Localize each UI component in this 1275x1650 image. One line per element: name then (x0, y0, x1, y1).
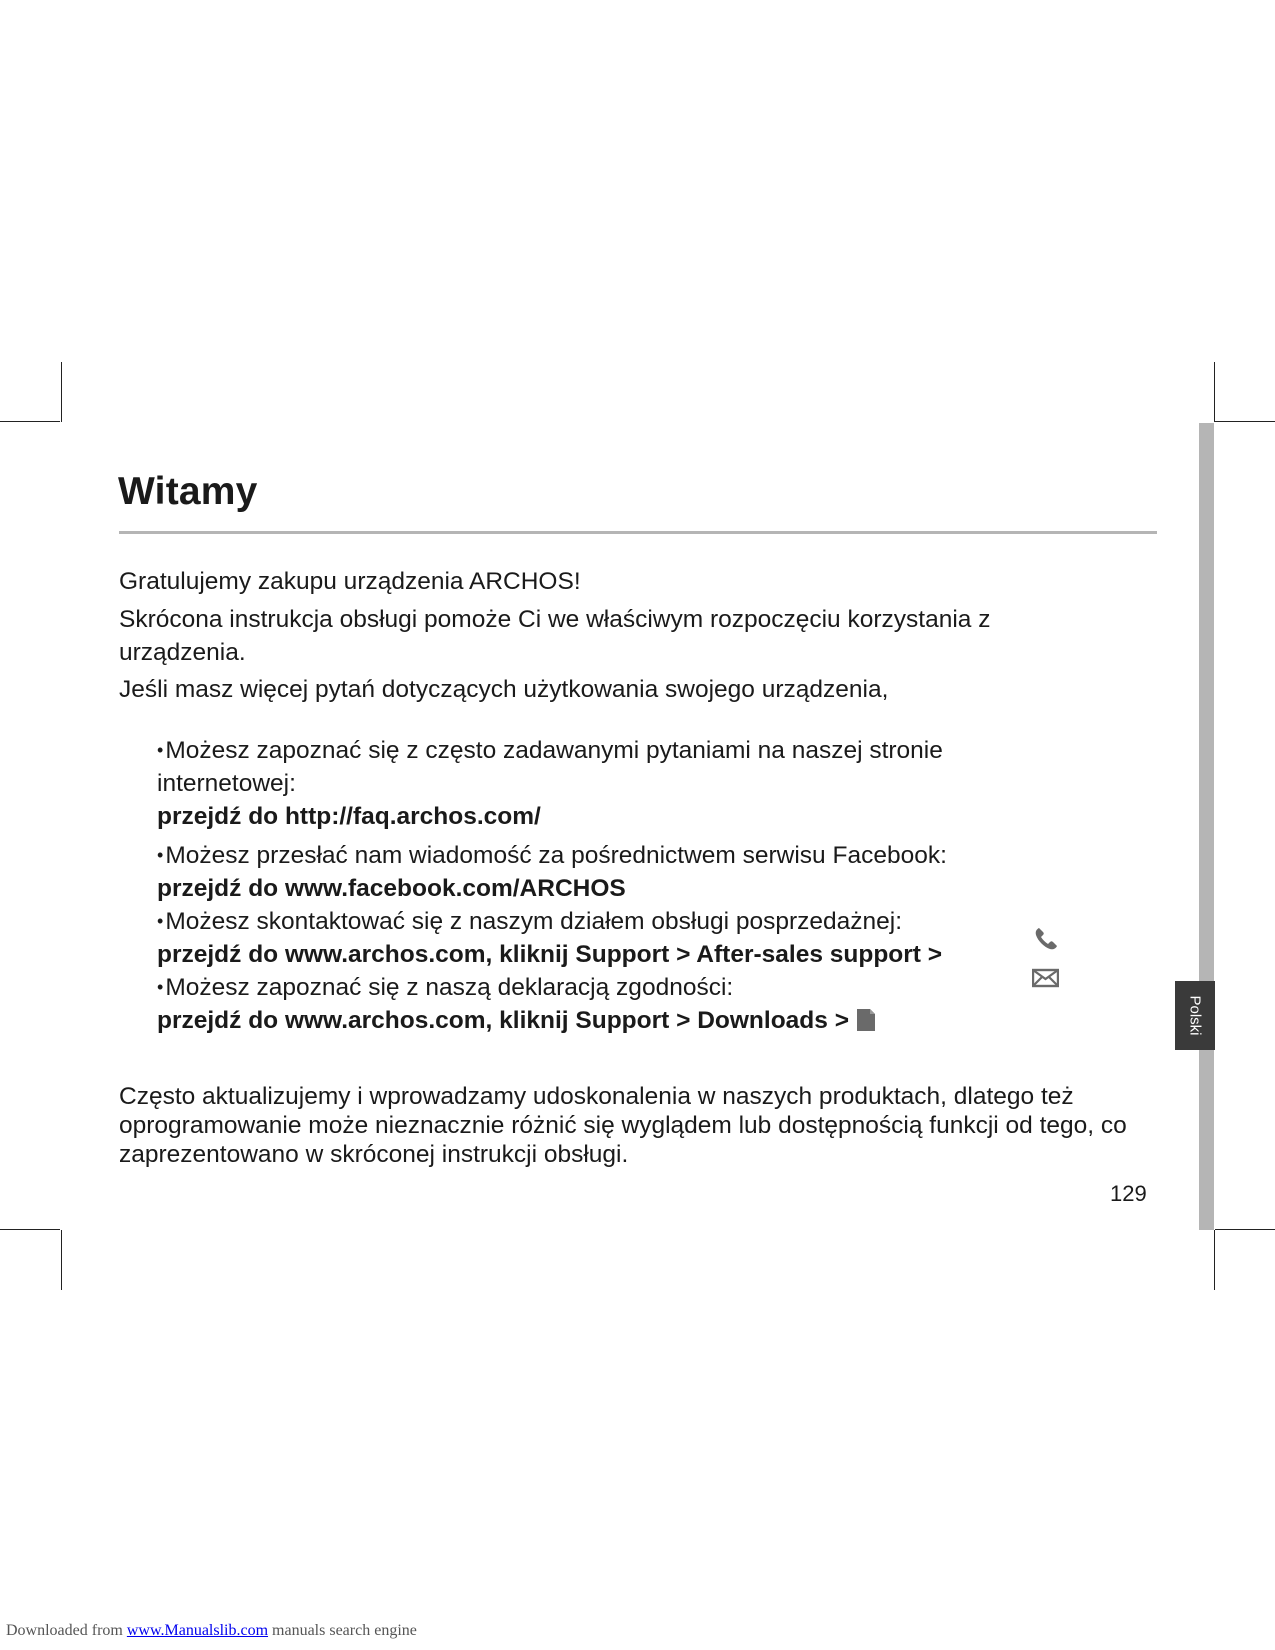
after-sales-link[interactable]: przejdź do www.archos.com, kliknij Support > After-sales support > (157, 941, 943, 968)
bullet-dot: • (157, 911, 164, 931)
intro-paragraph-1: Gratulujemy zakupu urządzenia ARCHOS! (119, 568, 581, 595)
crop-mark (0, 421, 60, 422)
crop-mark (1215, 421, 1275, 422)
manualslib-link[interactable]: www.Manualslib.com (126, 1622, 269, 1639)
download-footer (6, 1622, 417, 1640)
bullet-dot: • (157, 977, 164, 997)
crop-mark (61, 362, 62, 422)
language-tab-label: Polski (1186, 995, 1204, 1036)
list-item (157, 734, 1037, 833)
language-tab (1175, 981, 1215, 1050)
faq-link[interactable]: przejdź do http://faq.archos.com/ (157, 803, 541, 830)
downloads-link[interactable]: przejdź do www.archos.com, kliknij Support > Downloads > (157, 1007, 850, 1034)
mail-icon (1032, 968, 1059, 988)
crop-mark (1214, 362, 1215, 422)
list-item-text: internetowej: (157, 770, 296, 797)
bullet-dot: • (157, 740, 164, 760)
list-item-text: Możesz przesłać nam wiadomość za pośrednictwem serwisu Facebook: (165, 842, 947, 869)
crop-mark (0, 1229, 60, 1230)
intro-paragraph-3: Jeśli masz więcej pytań dotyczących użytkowania swojego urządzenia, (119, 676, 889, 703)
list-item (157, 839, 1037, 905)
closing-paragraph: Często aktualizujemy i wprowadzamy udoskonalenia w naszych produktach, dlatego też oprogramowanie może nieznacznie różnić się wyglądem lub dostępnością funkcji od tego, co zaprezentowano w skróconej instrukcji obsługi. (119, 1083, 1127, 1168)
footer-suffix: manuals search engine (268, 1622, 417, 1639)
title-divider (119, 531, 1157, 534)
list-item-text: Możesz skontaktować się z naszym działem obsługi posprzedażnej: (165, 908, 903, 935)
bullet-dot: • (157, 845, 164, 865)
crop-mark (1214, 1230, 1215, 1290)
facebook-link[interactable]: przejdź do www.facebook.com/ARCHOS (157, 875, 626, 902)
support-list (157, 734, 1037, 1037)
phone-icon (1033, 926, 1059, 952)
page-number: 129 (1110, 1181, 1147, 1206)
list-item-text: Możesz zapoznać się z często zadawanymi pytaniami na naszej stronie (165, 737, 943, 764)
page-title: Witamy (118, 470, 258, 513)
list-item (157, 905, 1037, 971)
crop-mark (61, 1230, 62, 1290)
list-item-text: Możesz zapoznać się z naszą deklaracją zgodności: (165, 974, 734, 1001)
list-item (157, 971, 1037, 1037)
crop-mark (1215, 1229, 1275, 1230)
intro-paragraph-2: Skrócona instrukcja obsługi pomoże Ci we właściwym rozpoczęciu korzystania z urządzenia. (119, 606, 991, 666)
side-bar (1199, 423, 1214, 1230)
footer-prefix: Downloaded from (6, 1622, 127, 1639)
document-icon (855, 1006, 877, 1032)
